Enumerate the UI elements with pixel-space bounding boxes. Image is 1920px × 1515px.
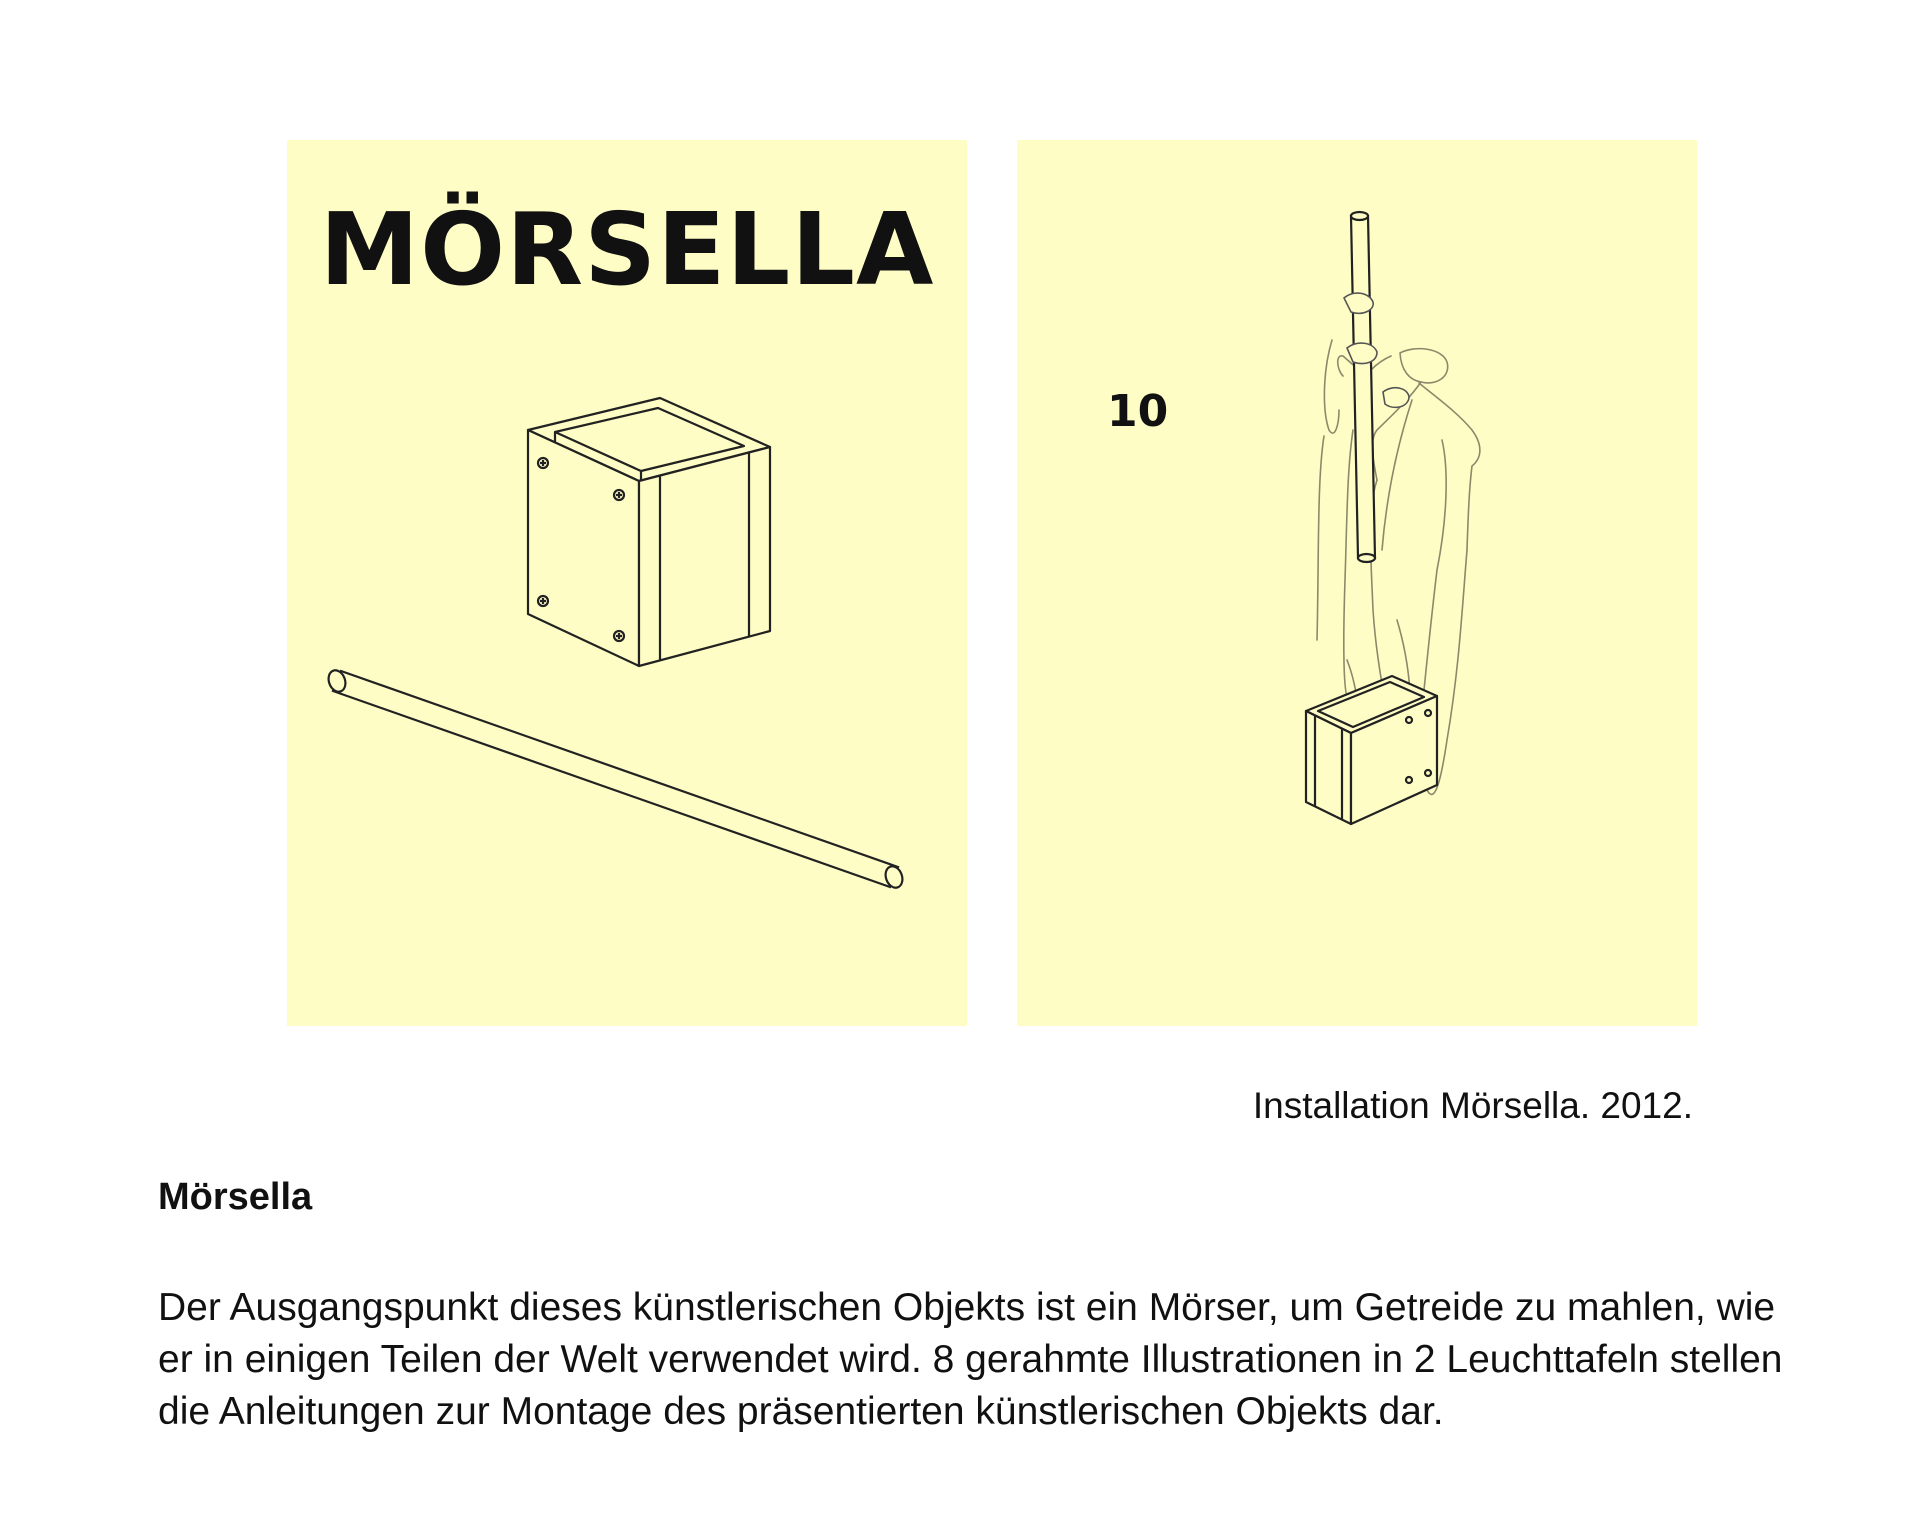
section-heading: Mörsella xyxy=(158,1176,313,1218)
step-number: 10 xyxy=(1107,386,1169,437)
mortar-box-drawing xyxy=(528,398,770,666)
product-title: MÖRSELLA xyxy=(319,191,935,308)
illustration-panel-right xyxy=(1017,140,1697,1026)
illustration-panel-left xyxy=(287,140,967,1026)
image-caption: Installation Mörsella. 2012. xyxy=(1252,1085,1693,1126)
description-paragraph: Der Ausgangspunkt dieses künstlerischen Objekts ist ein Mörser, um Getreide zu mahlen, wie er in einigen Teilen der Welt verwendet wird. 8 gerahmte Illustrationen in 2 Leuchttafeln stellen die Anleitungen zur Montage des präsentierten künstlerischen Objekts dar. xyxy=(158,1286,1783,1433)
panel-right-drawing xyxy=(1017,140,1697,1026)
